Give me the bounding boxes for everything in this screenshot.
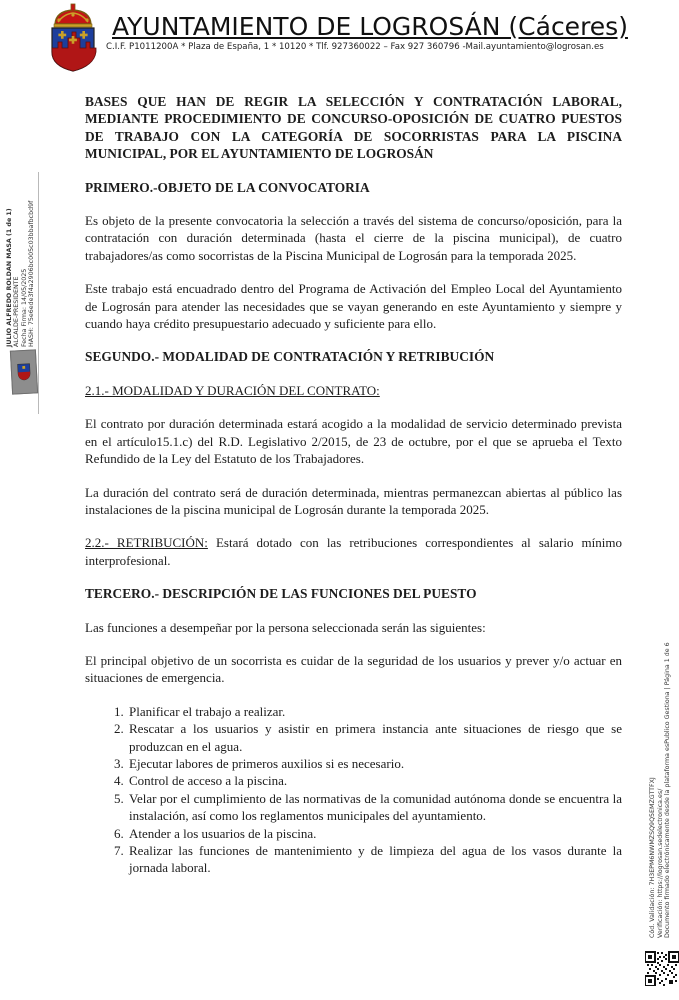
functions-list: [85, 703, 622, 877]
function-item: 7. Realizar las funciones de mantenimiento y de limpieza del agua de los vasos durante la jornada laboral.: [127, 842, 622, 877]
paragraph-objeto-1: Es objeto de la presente convocatoria la selección a través del sistema de concurso/oposición, para la contratación con duración determinada (hasta el cierre de la piscina municipal), de cuatro trabajadores/as como socorristas de la Piscina Municipal de Logrosán para la temporada 2025.: [85, 213, 622, 263]
validation-info: [649, 582, 672, 938]
function-item: 6. Atender a los usuarios de la piscina.: [127, 825, 622, 842]
signature-rail-border: [38, 172, 39, 414]
heading-segundo: SEGUNDO.- MODALIDAD DE CONTRATACIÓN Y RETRIBUCIÓN: [85, 349, 495, 365]
signature-stamp: [10, 349, 38, 394]
signer-role: ALCALDE-PRESIDENTE: [13, 276, 21, 347]
paragraph-objeto-2: Este trabajo está encuadrado dentro del Programa de Activación del Empleo Local del Ayuntamiento de Logrosán para atender las necesidades que se vayan generando en este Ayuntamiento y siempre y cuando haya crédito presupuestario adecuado y suficiente para ello.: [85, 281, 622, 332]
subheading-2-1: [85, 382, 622, 399]
subheading-2-1-label: 2.1.- MODALIDAD Y DURACIÓN DEL CONTRATO:: [85, 382, 380, 398]
document-main-title: BASES QUE HAN DE REGIR LA SELECCIÓN Y CONTRATACIÓN LABORAL, MEDIANTE PROCEDIMIENTO DE CONCURSO-OPOSICIÓN DE CUATRO PUESTOS DE TRABAJO CON LA CATEGORÍA DE SOCORRISTAS PARA LA PISCINA MUNICIPAL, POR EL AYUNTAMIENTO DE LOGROSÁN: [85, 94, 622, 162]
function-item: 1. Planificar el trabajo a realizar.: [127, 703, 622, 720]
function-item: 2. Rescatar a los usuarios y asistir en primera instancia ante situaciones de riesgo que se produzcan en el agua.: [127, 720, 622, 755]
platform-note: Documento firmado electrónicamente desde la plataforma esPublico Gestiona | Página 1 de 6: [664, 642, 672, 938]
paragraph-retribucion: [85, 534, 622, 569]
signature-date: Fecha Firma: 14/05/2025: [20, 268, 28, 347]
signature-rail: [0, 0, 45, 1000]
signature-hash: HASH: 75e6ede3f4a2906bc005c03bbafbcbd9f: [28, 200, 36, 347]
signature-info: [6, 184, 36, 347]
function-item: 4. Control de acceso a la piscina.: [127, 772, 622, 789]
signer-name: JULIO ALFREDO ROLDAN MASA (1 de 1): [6, 208, 13, 347]
paragraph-contrato-2: La duración del contrato será de duración determinada, mientras permanezcan abiertas al público las instalaciones de la piscina municipal de Logrosán durante la temporada 2025.: [85, 484, 622, 517]
validation-code: Cód. Validación: 7H3EPM6NWMZSQ9Q5EMZGTTFXJ: [649, 777, 656, 938]
paragraph-contrato-1: El contrato por duración determinada estará acogido a la modalidad de servicio determinado prevista en el artículo15.1.c) del R.D. Legislativo 2/2015, de 23 de octubre, por el que se aprueba el Texto Refundido de la Ley del Estatuto de los Trabajadores.: [85, 416, 622, 467]
heading-primero: PRIMERO.-OBJETO DE LA CONVOCATORIA: [85, 179, 370, 195]
logrosan-coat-of-arms-icon: [42, 2, 104, 72]
stamp-shield-icon: [17, 363, 32, 382]
heading-tercero: TERCERO.- DESCRIPCIÓN DE LAS FUNCIONES DEL PUESTO: [85, 586, 477, 602]
document-body: [85, 93, 622, 877]
paragraph-funciones-objetivo: El principal objetivo de un socorrista es cuidar de la seguridad de los usuarios y prever y/o actuar en situaciones de emergencia.: [85, 652, 622, 686]
verification-url: Verificación: https://logrosan.sedelectronica.es/: [656, 788, 664, 938]
municipality-contact-line: C.I.F. P1011200A * Plaza de España, 1 * 10120 * Tlf. 927360022 – Fax 927 360796 -Mail.ayuntamiento@logrosan.es: [106, 42, 604, 52]
paragraph-funciones-intro: Las funciones a desempeñar por la persona seleccionada serán las siguientes:: [85, 619, 486, 635]
subheading-2-2-label: 2.2.- RETRIBUCIÓN:: [85, 535, 208, 551]
retribucion-text: Estará dotado con las retribuciones correspondientes al salario mínimo interprofesional.: [85, 535, 623, 568]
municipality-title: AYUNTAMIENTO DE LOGROSÁN (Cáceres): [112, 12, 628, 41]
qr-code-icon: [645, 944, 679, 986]
function-item: 5. Velar por el cumplimiento de las normativas de la comunidad autónoma donde se encuentra la instalación, así como los reglamentos municipales del ayuntamiento.: [127, 790, 622, 825]
document-header: [0, 0, 679, 86]
function-item: 3. Ejecutar labores de primeros auxilios si es necesario.: [127, 755, 622, 772]
